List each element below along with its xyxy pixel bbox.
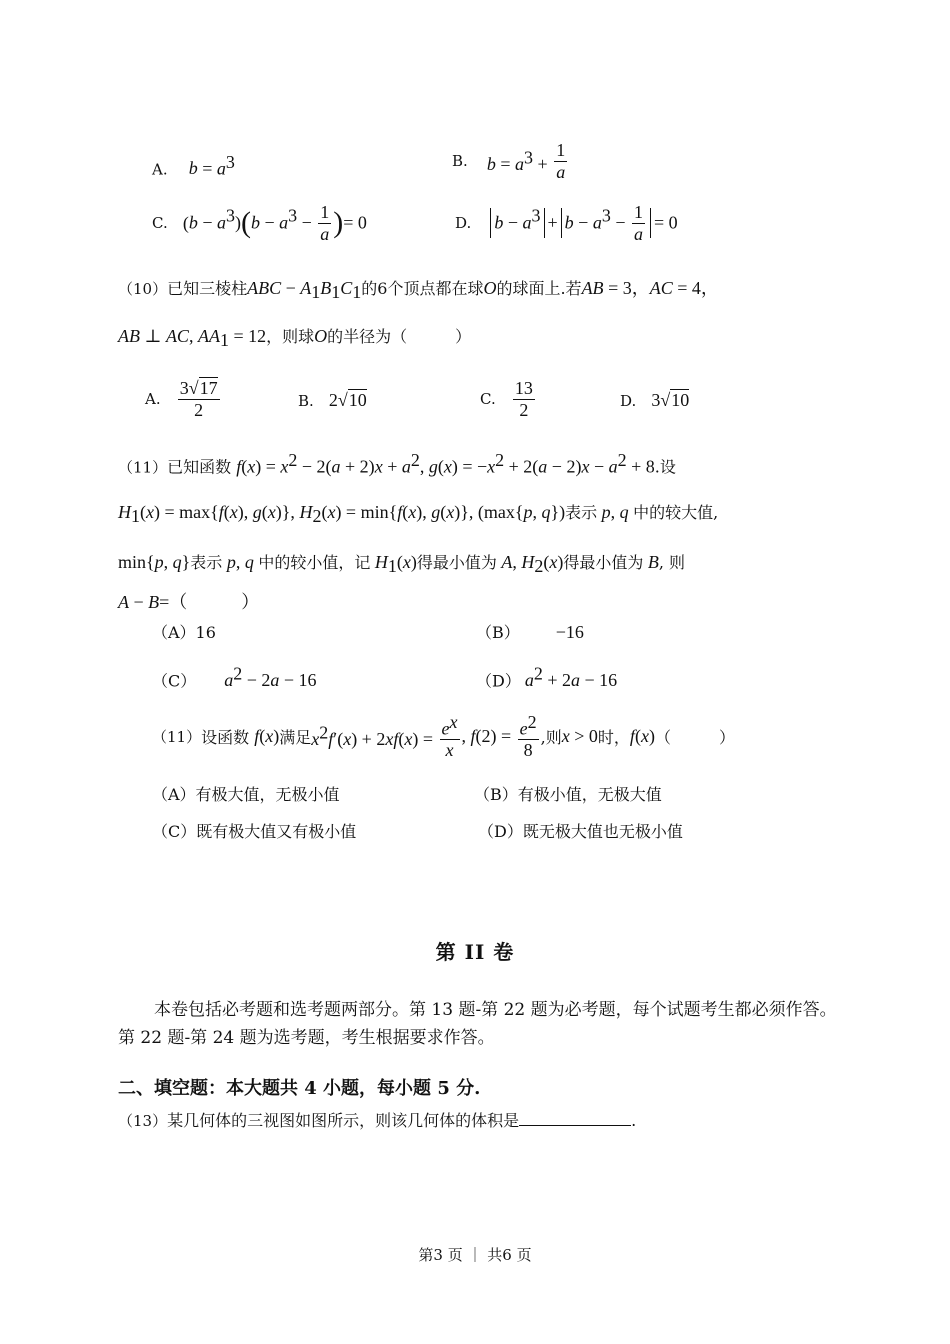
option-label: D. xyxy=(455,214,472,233)
q11b-option-d xyxy=(478,819,683,842)
q11b-text: ,则 xyxy=(540,727,562,747)
q10-text: 已知三棱柱 xyxy=(167,279,248,298)
q10-option-c: C. $\frac{13}{2}$ xyxy=(480,378,533,420)
q10-line1: （10）已知三棱柱ABC − $A_1B_1C_1$的6个顶点都在球O的球面上.若AB = 3，AC = 4， xyxy=(118,278,719,303)
q11a-option-a xyxy=(152,620,216,643)
q10-text: 的半径为（ ） xyxy=(327,327,472,346)
q11b-text: 时， xyxy=(597,727,630,747)
q10-option-d: D. 3√10 xyxy=(620,390,690,410)
section-intro: 本卷包括必考题和选考题两部分。第 13 题-第 22 题为必考题，每个试题考生都必须作答。第 22 题-第 24 题为选考题，考生根据要求作答。 xyxy=(118,1000,837,1048)
q11a-line4: A − B=（ ） xyxy=(118,592,260,612)
equals-zero: = 0 xyxy=(653,212,678,233)
option-label: B. xyxy=(452,152,468,171)
question-number: （13） xyxy=(118,1112,168,1130)
question-number: （11） xyxy=(152,727,202,746)
option-label: （B） xyxy=(476,623,520,642)
q13-end: . xyxy=(631,1111,637,1130)
q10-text: 的球面上.若 xyxy=(496,279,582,298)
q9-option-d: D. $b - a^3 + b - a^3$ − $\frac{1}{a}$ = 0 xyxy=(455,202,678,244)
option-label: C. xyxy=(480,390,496,409)
q10-text: ，则球 xyxy=(266,327,315,346)
q9-option-c: C. $(b - a^3)(b - a^3$ − $\frac{1}{a}$ )= 0 xyxy=(152,202,367,244)
option-label: D. xyxy=(620,392,637,410)
q11a-text: 已知函数 xyxy=(167,457,232,477)
page-footer: 第3 页 ｜ 共6 页 xyxy=(418,1246,532,1264)
q11a-text: 中的较小值，记 xyxy=(258,553,371,572)
option-text: （C）既有极大值又有极小值 xyxy=(152,822,357,841)
option-label: A. xyxy=(145,390,161,409)
q11a-text: 中的较大值, xyxy=(633,503,719,522)
equals-zero: = 0 xyxy=(343,212,367,233)
fill-in-heading: 二、填空题：本大题共 4 小题，每小题 5 分. xyxy=(118,1078,481,1099)
q11a-option-b xyxy=(476,620,584,643)
question-number: （10） xyxy=(118,280,168,298)
option-label: （C） xyxy=(152,671,197,691)
q10-option-a: A. $\frac{3√17}{2}$ xyxy=(145,378,218,420)
q9-option-a: A. $b = a^3$ xyxy=(152,152,235,179)
question-number: （11） xyxy=(118,458,168,477)
option-label: B. xyxy=(298,392,314,410)
q10-text: 的6个顶点都在球 xyxy=(361,279,484,298)
q11a-line2: $H_1(x) = \max\{f(x)$, g(x)}, $H_2(x) = \min\{f(x)$, g(x)}, (max{p, q})表示 p, q 中的较大值, xyxy=(118,502,719,527)
q11a-option-d: （D） $a^2 + 2a - 16$ xyxy=(476,664,618,691)
q11a-text: , 则 xyxy=(658,553,686,572)
q11b-line1: （11）设函数 f(x)满足$x^2f'(x) + 2xf(x)$ = $\frac{e^x}{x}$ , f(2) = $\frac{e^2}{8}$ ,则x > 0时，f(x)（ ） xyxy=(152,712,735,761)
q11b-option-b xyxy=(474,782,662,805)
option-label: C. xyxy=(152,214,168,233)
q10-line2: AB ⊥ AC, $AA_1 = 12$，则球O的半径为（ ） xyxy=(118,326,472,351)
q11a-text: 表示 xyxy=(565,503,598,522)
q11b-option-a xyxy=(152,782,340,805)
q11a-text: 得最小值为 xyxy=(416,553,497,572)
q11a-text: 表示 xyxy=(190,553,223,572)
section-title: 第 II 卷 xyxy=(435,940,515,964)
q9-option-b: B. $b = a^3$ + $\frac{1}{a}$ xyxy=(452,140,566,182)
q11a-text: .设 xyxy=(654,457,676,477)
q11a-option-c: （C） $a^2 - 2a - 16$ xyxy=(152,664,317,691)
option-text: （A）16 xyxy=(152,623,216,642)
q11b-text: （ ） xyxy=(654,727,735,747)
option-label: A. xyxy=(152,160,168,179)
q11b-option-c xyxy=(152,819,356,842)
option-label: （D） xyxy=(476,671,521,691)
q11a-line3: min{p, q}表示 p, q 中的较小值，记 $H_1(x)$得最小值为 A, $H_2(x)$得最小值为 B, 则 xyxy=(118,552,686,577)
q13-text: 某几何体的三视图如图所示，则该几何体的体积是 xyxy=(167,1111,520,1130)
option-text: （A）有极大值，无极小值 xyxy=(152,785,340,804)
q11b-text: 满足 xyxy=(279,727,312,747)
q11a-text: 得最小值为 xyxy=(563,553,644,572)
option-value: −16 xyxy=(555,622,584,642)
q11b-text: 设函数 xyxy=(201,727,250,747)
option-text: （B）有极小值，无极大值 xyxy=(474,785,662,804)
q11a-line1: （11）已知函数 $f(x) = x^2 - 2(a + 2)x + a^2$, $g(x) = -x^2 + 2(a - 2)x - a^2 + 8$.设 xyxy=(118,450,676,477)
q11a-text: =（ ） xyxy=(159,592,260,612)
option-text: （D）既无极大值也无极小值 xyxy=(478,822,683,841)
answer-blank[interactable] xyxy=(519,1109,631,1126)
q10-option-b: B. 2√10 xyxy=(298,390,367,410)
q13-line xyxy=(118,1108,636,1131)
